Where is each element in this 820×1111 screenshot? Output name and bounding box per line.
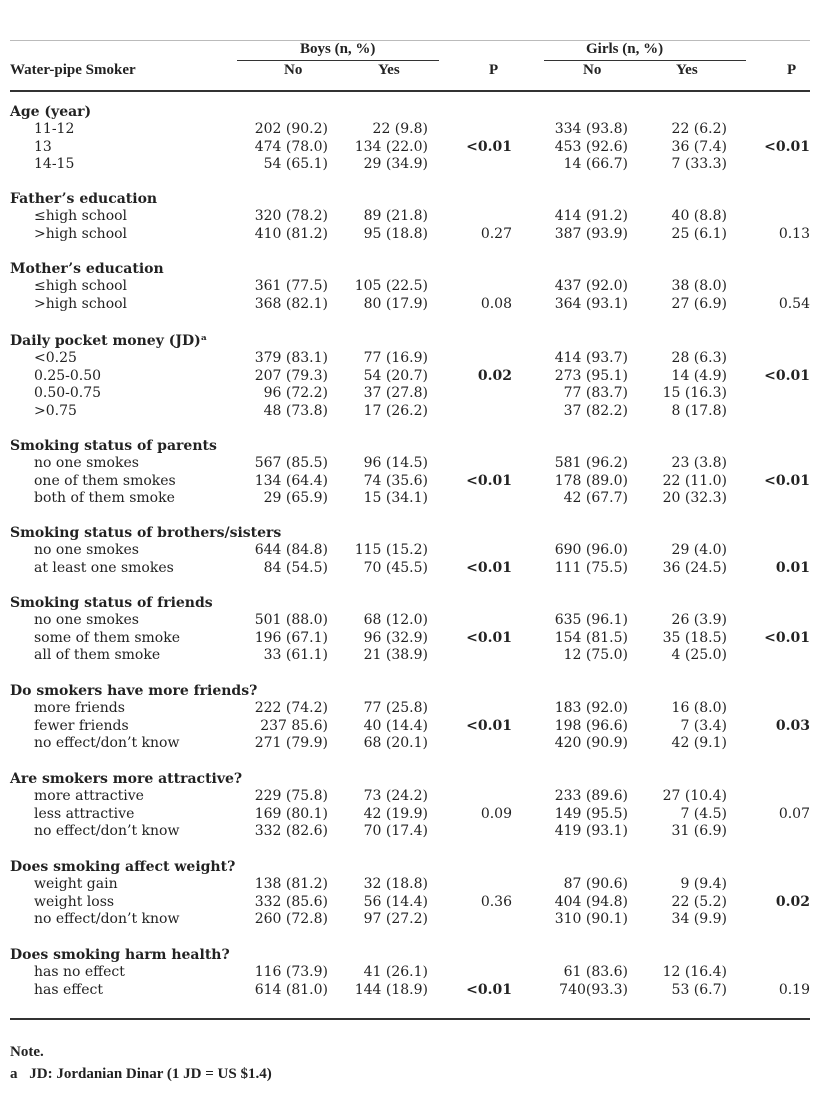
row-label: all of them smoke (34, 647, 161, 663)
table-row (0, 455, 820, 473)
row-label: no effect/don’t know (34, 911, 180, 927)
boys-no-cell: 332 (82.6) (254, 823, 328, 839)
section-title: Daily pocket money (JD)ᵃ (10, 333, 208, 349)
boys-no-header: No (284, 62, 303, 78)
boys-yes-cell: 56 (14.4) (363, 893, 428, 910)
boys-no-cell: 501 (88.0) (254, 612, 328, 628)
table-row (0, 139, 820, 157)
girls-group-underline (544, 60, 746, 61)
table-row (0, 542, 820, 560)
section-title: Age (year) (10, 104, 92, 120)
table-row (0, 612, 820, 630)
note-title: Note. (10, 1044, 44, 1060)
boys-yes-cell: 22 (9.8) (372, 121, 428, 137)
table-row (0, 368, 820, 386)
boys-group-header: Boys (n, %) (300, 41, 376, 57)
table-row (0, 894, 820, 912)
boys-group-underline (237, 60, 439, 61)
girls-yes-cell: 35 (18.5) (662, 629, 727, 646)
boys-yes-cell: 97 (27.2) (363, 911, 428, 927)
boys-p-cell: <0.01 (466, 717, 512, 734)
girls-yes-cell: 22 (5.2) (671, 893, 727, 910)
boys-p-cell: 0.36 (480, 893, 512, 910)
girls-yes-cell: 15 (16.3) (662, 385, 727, 401)
boys-yes-cell: 144 (18.9) (354, 981, 428, 998)
girls-yes-cell: 53 (6.7) (671, 981, 727, 998)
boys-p-cell: 0.27 (480, 225, 512, 242)
girls-yes-cell: 12 (16.4) (662, 964, 727, 980)
girls-no-cell: 690 (96.0) (554, 542, 628, 558)
row-label: >high school (34, 295, 128, 312)
boys-yes-cell: 17 (26.2) (363, 402, 428, 419)
row-label: weight gain (34, 876, 118, 892)
row-label: >0.75 (34, 402, 77, 419)
boys-yes-cell: 73 (24.2) (363, 788, 428, 804)
row-label: fewer friends (34, 717, 129, 734)
row-label: both of them smoke (34, 490, 175, 506)
table-row (0, 806, 820, 824)
girls-no-cell: 111 (75.5) (554, 559, 628, 576)
girls-no-cell: 233 (89.6) (554, 788, 628, 804)
row-label: at least one smokes (34, 559, 174, 576)
girls-no-cell: 183 (92.0) (554, 700, 628, 716)
girls-yes-cell: 4 (25.0) (671, 647, 727, 663)
row-label: has no effect (34, 964, 125, 980)
boys-no-cell: 202 (90.2) (254, 121, 328, 137)
girls-no-cell: 635 (96.1) (554, 612, 628, 628)
footnote-text: JD: Jordanian Dinar (1 JD = US $1.4) (29, 1066, 272, 1082)
row-label: more friends (34, 700, 125, 716)
row-label: more attractive (34, 788, 144, 804)
table-row (0, 473, 820, 491)
boys-yes-cell: 89 (21.8) (363, 208, 428, 224)
row-label: 11-12 (34, 121, 75, 137)
boys-no-cell: 222 (74.2) (254, 700, 328, 716)
boys-no-cell: 379 (83.1) (254, 350, 328, 366)
boys-p-cell: <0.01 (466, 472, 512, 489)
table-row (0, 718, 820, 736)
table-row (0, 823, 820, 841)
boys-no-cell: 260 (72.8) (254, 911, 328, 927)
girls-yes-cell: 16 (8.0) (671, 700, 727, 716)
table-row (0, 156, 820, 174)
girls-yes-cell: 29 (4.0) (671, 542, 727, 558)
boys-yes-cell: 74 (35.6) (363, 472, 428, 489)
boys-no-cell: 84 (54.5) (263, 559, 328, 576)
footnote (10, 1066, 272, 1083)
boys-p-cell: <0.01 (466, 559, 512, 576)
girls-no-cell: 414 (91.2) (554, 208, 628, 224)
row-label: <0.25 (34, 350, 77, 366)
boys-p-cell: <0.01 (466, 138, 512, 155)
boys-yes-cell: 96 (14.5) (363, 455, 428, 471)
girls-yes-cell: 22 (6.2) (671, 121, 727, 137)
boys-yes-cell: 77 (16.9) (363, 350, 428, 366)
girls-no-cell: 581 (96.2) (554, 455, 628, 471)
boys-p-cell: <0.01 (466, 629, 512, 646)
table-row (0, 278, 820, 296)
row-label: weight loss (34, 893, 115, 910)
boys-no-cell: 229 (75.8) (254, 788, 328, 804)
boys-yes-cell: 29 (34.9) (363, 156, 428, 172)
row-label: ≤high school (34, 278, 128, 294)
section-title: Do smokers have more friends? (10, 683, 258, 699)
girls-no-cell: 87 (90.6) (563, 876, 628, 892)
girls-no-cell: 740(93.3) (559, 981, 628, 998)
girls-group-header: Girls (n, %) (586, 41, 664, 57)
table-row (0, 735, 820, 753)
row-label: no one smokes (34, 455, 139, 471)
boys-yes-cell: 15 (34.1) (363, 490, 428, 506)
girls-yes-cell: 14 (4.9) (671, 367, 727, 384)
boys-no-cell: 237 85.6) (260, 717, 328, 734)
table-row (0, 982, 820, 1000)
section-title: Does smoking affect weight? (10, 859, 236, 875)
boys-p-cell: 0.09 (480, 805, 512, 822)
boys-no-cell: 169 (80.1) (254, 805, 328, 822)
boys-yes-cell: 70 (45.5) (363, 559, 428, 576)
girls-no-cell: 437 (92.0) (554, 278, 628, 294)
boys-yes-cell: 95 (18.8) (363, 225, 428, 242)
girls-no-cell: 178 (89.0) (554, 472, 628, 489)
row-label: ≤high school (34, 208, 128, 224)
row-label: some of them smoke (34, 629, 180, 646)
girls-p-cell: 0.54 (778, 295, 810, 312)
girls-p-cell: <0.01 (764, 138, 810, 155)
table-row (0, 403, 820, 421)
girls-no-cell: 198 (96.6) (554, 717, 628, 734)
boys-no-cell: 54 (65.1) (263, 156, 328, 172)
boys-yes-cell: 70 (17.4) (363, 823, 428, 839)
girls-yes-cell: 7 (3.4) (680, 717, 727, 734)
row-label: no one smokes (34, 612, 139, 628)
row-label: 0.50-0.75 (34, 385, 102, 401)
boys-no-cell: 196 (67.1) (254, 629, 328, 646)
girls-yes-cell: 31 (6.9) (671, 823, 727, 839)
table-row (0, 121, 820, 139)
row-label-header: Water-pipe Smoker (10, 62, 136, 78)
girls-p-cell: 0.01 (775, 559, 810, 576)
girls-p-header: P (787, 62, 797, 78)
boys-no-cell: 644 (84.8) (254, 542, 328, 558)
boys-no-cell: 33 (61.1) (263, 647, 328, 663)
girls-p-cell: 0.07 (778, 805, 810, 822)
girls-no-cell: 420 (90.9) (554, 735, 628, 751)
table-row (0, 788, 820, 806)
boys-yes-cell: 68 (12.0) (363, 612, 428, 628)
girls-no-cell: 12 (75.0) (563, 647, 628, 663)
table-row (0, 911, 820, 929)
girls-p-cell: <0.01 (764, 629, 810, 646)
boys-no-cell: 474 (78.0) (254, 138, 328, 155)
table-row (0, 350, 820, 368)
boys-yes-cell: 96 (32.9) (363, 629, 428, 646)
boys-no-cell: 567 (85.5) (254, 455, 328, 471)
girls-yes-cell: 20 (32.3) (662, 490, 727, 506)
boys-no-cell: 368 (82.1) (254, 295, 328, 312)
section-title: Smoking status of parents (10, 438, 217, 454)
boys-yes-cell: 115 (15.2) (354, 542, 428, 558)
boys-yes-cell: 21 (38.9) (363, 647, 428, 663)
girls-yes-cell: 22 (11.0) (662, 472, 727, 489)
header-rule (10, 90, 810, 92)
girls-yes-cell: 27 (6.9) (671, 295, 727, 312)
boys-no-cell: 271 (79.9) (254, 735, 328, 751)
girls-yes-cell: 42 (9.1) (671, 735, 727, 751)
section-title: Smoking status of friends (10, 595, 213, 611)
girls-no-cell: 387 (93.9) (554, 225, 628, 242)
boys-yes-cell: 54 (20.7) (363, 367, 428, 384)
girls-no-cell: 364 (93.1) (554, 295, 628, 312)
girls-yes-cell: 40 (8.8) (671, 208, 727, 224)
section-title: Smoking status of brothers/sisters (10, 525, 282, 541)
boys-yes-cell: 40 (14.4) (363, 717, 428, 734)
row-label: >high school (34, 225, 128, 242)
girls-no-header: No (583, 62, 602, 78)
boys-no-cell: 332 (85.6) (254, 893, 328, 910)
girls-no-cell: 154 (81.5) (554, 629, 628, 646)
boys-p-cell: 0.08 (480, 295, 512, 312)
table-row (0, 490, 820, 508)
section-title: Father’s education (10, 191, 158, 207)
girls-no-cell: 149 (95.5) (554, 805, 628, 822)
boys-yes-cell: 134 (22.0) (354, 138, 428, 155)
girls-p-cell: 0.19 (778, 981, 810, 998)
girls-no-cell: 77 (83.7) (563, 385, 628, 401)
row-label: one of them smokes (34, 472, 176, 489)
girls-yes-cell: 28 (6.3) (671, 350, 727, 366)
boys-yes-cell: 41 (26.1) (363, 964, 428, 980)
girls-yes-cell: 7 (33.3) (671, 156, 727, 172)
boys-no-cell: 361 (77.5) (254, 278, 328, 294)
section-title: Does smoking harm health? (10, 947, 230, 963)
girls-yes-cell: 27 (10.4) (662, 788, 727, 804)
girls-no-cell: 273 (95.1) (554, 367, 628, 384)
boys-no-cell: 614 (81.0) (254, 981, 328, 998)
girls-p-cell: <0.01 (764, 367, 810, 384)
boys-p-header: P (489, 62, 499, 78)
section-title: Are smokers more attractive? (10, 771, 243, 787)
boys-yes-cell: 42 (19.9) (363, 805, 428, 822)
row-label: has effect (34, 981, 103, 998)
boys-yes-header: Yes (378, 62, 400, 78)
girls-yes-cell: 9 (9.4) (680, 876, 727, 892)
boys-yes-cell: 80 (17.9) (363, 295, 428, 312)
boys-yes-cell: 32 (18.8) (363, 876, 428, 892)
table-row (0, 647, 820, 665)
table-row (0, 560, 820, 578)
girls-yes-cell: 36 (24.5) (662, 559, 727, 576)
row-label: 0.25-0.50 (34, 367, 102, 384)
girls-no-cell: 419 (93.1) (554, 823, 628, 839)
row-label: no one smokes (34, 542, 139, 558)
boys-p-cell: <0.01 (466, 981, 512, 998)
table-row (0, 964, 820, 982)
row-label: no effect/don’t know (34, 823, 180, 839)
boys-no-cell: 138 (81.2) (254, 876, 328, 892)
girls-no-cell: 37 (82.2) (563, 402, 628, 419)
girls-yes-cell: 25 (6.1) (671, 225, 727, 242)
girls-no-cell: 14 (66.7) (563, 156, 628, 172)
row-label: 14-15 (34, 156, 75, 172)
girls-no-cell: 334 (93.8) (554, 121, 628, 137)
girls-yes-cell: 23 (3.8) (671, 455, 727, 471)
girls-no-cell: 310 (90.1) (554, 911, 628, 927)
table-row (0, 385, 820, 403)
boys-no-cell: 48 (73.8) (263, 402, 328, 419)
boys-no-cell: 207 (79.3) (254, 367, 328, 384)
girls-p-cell: 0.02 (775, 893, 810, 910)
boys-yes-cell: 68 (20.1) (363, 735, 428, 751)
girls-yes-cell: 8 (17.8) (671, 402, 727, 419)
girls-yes-cell: 7 (4.5) (680, 805, 727, 822)
section-title: Mother’s education (10, 261, 164, 277)
boys-yes-cell: 37 (27.8) (363, 385, 428, 401)
girls-p-cell: 0.13 (778, 225, 810, 242)
row-label: less attractive (34, 805, 135, 822)
boys-no-cell: 29 (65.9) (263, 490, 328, 506)
girls-no-cell: 453 (92.6) (554, 138, 628, 155)
girls-no-cell: 404 (94.8) (554, 893, 628, 910)
top-rule (10, 40, 810, 41)
girls-no-cell: 61 (83.6) (563, 964, 628, 980)
bottom-rule (10, 1018, 810, 1020)
table-row (0, 876, 820, 894)
boys-yes-cell: 77 (25.8) (363, 700, 428, 716)
boys-no-cell: 410 (81.2) (254, 225, 328, 242)
table-row (0, 208, 820, 226)
girls-yes-header: Yes (676, 62, 698, 78)
boys-no-cell: 116 (73.9) (254, 964, 328, 980)
girls-p-cell: <0.01 (764, 472, 810, 489)
girls-p-cell: 0.03 (775, 717, 810, 734)
table-row (0, 630, 820, 648)
girls-yes-cell: 26 (3.9) (671, 612, 727, 628)
boys-p-cell: 0.02 (477, 367, 512, 384)
boys-no-cell: 134 (64.4) (254, 472, 328, 489)
footnote-marker: a (10, 1066, 18, 1082)
boys-yes-cell: 105 (22.5) (354, 278, 428, 294)
row-label: 13 (34, 138, 52, 155)
table-row (0, 226, 820, 244)
girls-no-cell: 42 (67.7) (563, 490, 628, 506)
table-row (0, 700, 820, 718)
table-row (0, 296, 820, 314)
girls-yes-cell: 34 (9.9) (671, 911, 727, 927)
row-label: no effect/don’t know (34, 735, 180, 751)
girls-yes-cell: 38 (8.0) (671, 278, 727, 294)
girls-no-cell: 414 (93.7) (554, 350, 628, 366)
boys-no-cell: 96 (72.2) (263, 385, 328, 401)
boys-no-cell: 320 (78.2) (254, 208, 328, 224)
girls-yes-cell: 36 (7.4) (671, 138, 727, 155)
